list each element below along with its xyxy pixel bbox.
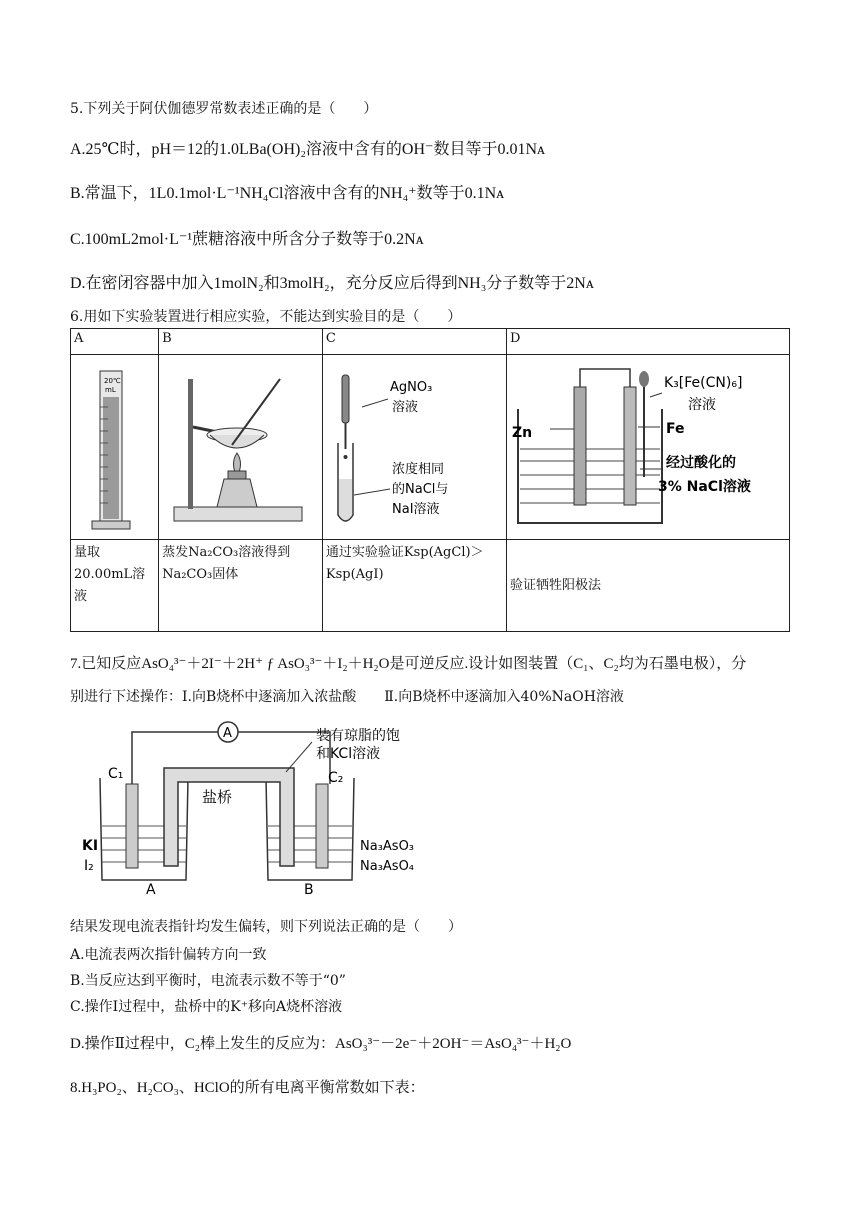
q7-stem-line1: 7.已知反应AsO₄³⁻＋2I⁻＋2H⁺ ƒ AsO₃³⁻＋I₂＋H₂O是可逆反应.设计如图装置（C₁、C₂均为石墨电极），分 <box>70 656 747 672</box>
i2-label: I₂ <box>84 858 94 874</box>
q6-header-a: A <box>71 329 159 355</box>
q6-table <box>70 328 790 632</box>
salt-bridge-label: 盐桥 <box>202 788 233 806</box>
q5-option-c: C.100mL2mol·L⁻¹蔗糖溶液中所含分子数等于0.2Nᴀ <box>70 231 424 248</box>
q6-figure-a <box>71 355 159 540</box>
q7-result: 结果发现电流表指针均发生偏转，则下列说法正确的是（ ） <box>70 919 462 935</box>
q6-caption-d: 验证牺牲阳极法 <box>507 540 790 632</box>
agno3-solution-label: 溶液 <box>391 400 418 415</box>
acidified-label: 经过酸化的 <box>666 455 736 471</box>
c2-label: C₂ <box>328 770 344 786</box>
nacl-solution-label: 3% NaCl溶液 <box>658 479 751 495</box>
evaporating-dish-figure <box>162 357 312 533</box>
q6-figure-c <box>322 355 506 540</box>
q8-stem: 8.H₃PO₂、H₂CO₃、HClO的所有电离平衡常数如下表： <box>70 1080 425 1096</box>
q6-stem: 6.用如下实验装置进行相应实验，不能达到实验目的是（ ） <box>70 309 462 325</box>
ferricyanide-solution-label: 溶液 <box>688 397 716 413</box>
q5-option-d: D.在密闭容器中加入1molN₂和3molH₂，充分反应后得到NH₃分子数等于2Nᴀ <box>70 275 594 292</box>
agno3-label: AgNO₃ <box>389 380 433 395</box>
ammeter-label: A <box>223 726 232 741</box>
q7-option-a: A.电流表两次指针偏转方向一致 <box>70 947 267 963</box>
test-tube-figure <box>326 357 498 533</box>
cylinder-label-unit: mL <box>105 386 116 394</box>
beaker-a-label: A <box>146 882 156 896</box>
q6-caption-a: 量取20.00mL溶液 <box>71 540 159 632</box>
q6-figure-d <box>507 355 790 540</box>
q6-figure-b <box>159 355 323 540</box>
na3aso3-label: Na₃AsO₃ <box>360 839 415 854</box>
graduated-cylinder-figure <box>74 357 150 533</box>
q7-option-b: B.当反应达到平衡时，电流表示数不等于“0” <box>70 973 346 989</box>
beaker-b-label: B <box>304 882 314 896</box>
q6-caption-c: 通过实验验证Ksp(AgCl)＞Ksp(AgI) <box>322 540 506 632</box>
q7-option-c: C.操作Ⅰ过程中，盐桥中的K⁺移向A烧杯溶液 <box>70 999 343 1015</box>
sacrificial-anode-figure <box>510 357 786 533</box>
q7-stem-line2: 别进行下述操作：Ⅰ.向B烧杯中逐滴加入浓盐酸 Ⅱ.向B烧杯中逐滴加入40%NaOH溶液 <box>70 689 624 705</box>
zn-label: Zn <box>512 425 533 441</box>
c1-label: C₁ <box>108 766 124 782</box>
q6-header-b: B <box>159 329 323 355</box>
fe-label: Fe <box>666 421 685 437</box>
bridge-note-line2: 和KCl溶液 <box>316 746 381 762</box>
q6-caption-b: 蒸发Na₂CO₃溶液得到Na₂CO₃固体 <box>159 540 323 632</box>
q5-stem: 5.下列关于阿伏伽德罗常数表述正确的是（ ） <box>70 101 378 117</box>
nai-solution-label: NaI溶液 <box>391 502 440 517</box>
nacl-and-label: 的NaCl与 <box>391 482 449 497</box>
q5-option-b: B.常温下，1L0.1mol·L⁻¹NH₄Cl溶液中含有的NH₄⁺数等于0.1Nᴀ <box>70 185 505 202</box>
bridge-note-line1: 装有琼脂的饱 <box>316 728 400 744</box>
cylinder-label-temp: 20℃ <box>104 377 121 385</box>
q6-header-c: C <box>322 329 506 355</box>
galvanic-cell-figure <box>80 716 440 896</box>
q6-header-d: D <box>507 329 790 355</box>
q7-option-d: D.操作Ⅱ过程中，C₂棒上发生的反应为：AsO₃³⁻－2e⁻＋2OH⁻＝AsO₄³⁻＋H₂O <box>70 1036 572 1052</box>
na3aso4-label: Na₃AsO₄ <box>360 859 415 874</box>
same-concentration-label: 浓度相同 <box>391 462 444 477</box>
ki-label: KI <box>82 838 99 854</box>
q5-option-a: A.25℃时，pH＝12的1.0LBa(OH)₂溶液中含有的OH⁻数目等于0.01Nᴀ <box>70 141 546 158</box>
ferricyanide-label: K₃[Fe(CN)₆] <box>664 375 743 391</box>
